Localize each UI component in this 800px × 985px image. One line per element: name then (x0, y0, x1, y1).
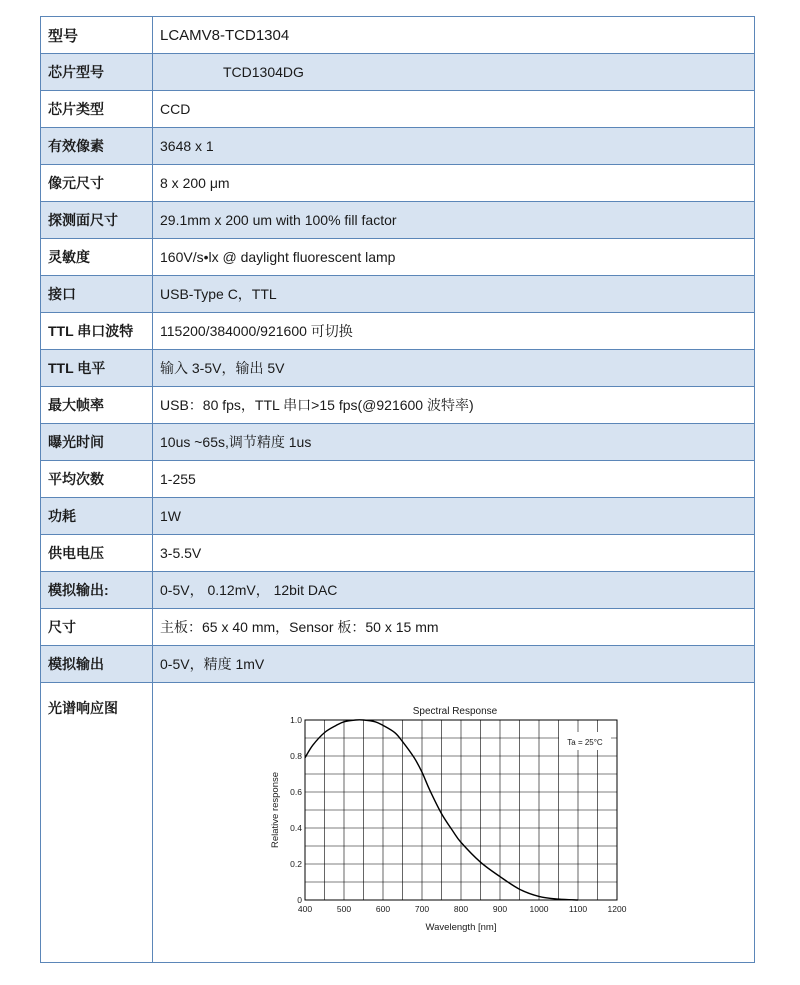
spec-row (41, 128, 755, 165)
spec-key: 接口 (41, 276, 153, 313)
spec-key: 型号 (41, 17, 153, 54)
spec-value: CCD (153, 91, 755, 128)
spec-value: 1-255 (153, 461, 755, 498)
spec-key: 功耗 (41, 498, 153, 535)
spec-value: 10us ~65s,调节精度 1us (153, 424, 755, 461)
spec-key: 模拟输出 (41, 646, 153, 683)
x-tick-label: 1200 (607, 904, 627, 914)
spec-value: TCD1304DG (153, 54, 755, 91)
x-tick-label: 900 (492, 904, 508, 914)
x-tick-label: 600 (375, 904, 391, 914)
spec-key: 芯片型号 (41, 54, 153, 91)
y-tick-label: 0.4 (290, 823, 302, 833)
spec-row (41, 350, 755, 387)
spec-key: 探测面尺寸 (41, 202, 153, 239)
spec-key: 曝光时间 (41, 424, 153, 461)
spec-key: 芯片类型 (41, 91, 153, 128)
spec-row (41, 17, 755, 54)
spec-value: 8 x 200 μm (153, 165, 755, 202)
spec-value: 160V/s•lx @ daylight fluorescent lamp (153, 239, 755, 276)
spec-row (41, 239, 755, 276)
spec-row (41, 572, 755, 609)
spec-row (41, 498, 755, 535)
spec-key: 模拟输出: (41, 572, 153, 609)
spec-row (41, 276, 755, 313)
spectral-response-chart (260, 700, 640, 940)
x-tick-label: 800 (453, 904, 469, 914)
spec-row (41, 165, 755, 202)
annotation-text: Ta = 25°C (567, 738, 603, 747)
spec-row (41, 646, 755, 683)
x-tick-label: 1100 (568, 904, 588, 914)
x-tick-label: 500 (336, 904, 352, 914)
y-tick-label: 0 (297, 895, 302, 905)
spec-key: 供电电压 (41, 535, 153, 572)
spec-key: 有效像素 (41, 128, 153, 165)
spec-key: 尺寸 (41, 609, 153, 646)
spec-key: TTL 串口波特 (41, 313, 153, 350)
spec-key: 灵敏度 (41, 239, 153, 276)
spec-value: 输入 3-5V，输出 5V (153, 350, 755, 387)
x-tick-label: 400 (297, 904, 313, 914)
spec-row (41, 609, 755, 646)
spec-value: USB-Type C，TTL (153, 276, 755, 313)
spec-row (41, 54, 755, 91)
spec-row (41, 461, 755, 498)
spec-value: 115200/384000/921600 可切换 (153, 313, 755, 350)
chart-row-label: 光谱响应图 (41, 683, 153, 963)
spec-value: 3648 x 1 (153, 128, 755, 165)
y-tick-label: 0.6 (290, 787, 302, 797)
spec-value: 0-5V，精度 1mV (153, 646, 755, 683)
spec-row (41, 313, 755, 350)
chart-title: Spectral Response (412, 706, 498, 717)
y-tick-label: 1.0 (290, 715, 302, 725)
spec-value: USB：80 fps，TTL 串口>15 fps(@921600 波特率) (153, 387, 755, 424)
y-tick-label: 0.8 (290, 751, 302, 761)
y-tick-label: 0.2 (290, 859, 302, 869)
spec-value: 主板：65 x 40 mm，Sensor 板：50 x 15 mm (153, 609, 755, 646)
spec-key: 像元尺寸 (41, 165, 153, 202)
spec-value: LCAMV8-TCD1304 (153, 17, 755, 54)
spec-value: 29.1mm x 200 um with 100% fill factor (153, 202, 755, 239)
spec-key: TTL 电平 (41, 350, 153, 387)
x-axis-label: Wavelength [nm] (425, 922, 497, 933)
spec-key: 平均次数 (41, 461, 153, 498)
x-tick-label: 700 (414, 904, 430, 914)
spec-value: 0-5V， 0.12mV， 12bit DAC (153, 572, 755, 609)
spec-row (41, 91, 755, 128)
y-axis-label: Relative response (270, 771, 281, 849)
spec-row (41, 424, 755, 461)
spec-row (41, 202, 755, 239)
spec-row (41, 535, 755, 572)
spec-row (41, 387, 755, 424)
spec-value: 3-5.5V (153, 535, 755, 572)
spec-value: 1W (153, 498, 755, 535)
x-tick-label: 1000 (529, 904, 549, 914)
spec-key: 最大帧率 (41, 387, 153, 424)
